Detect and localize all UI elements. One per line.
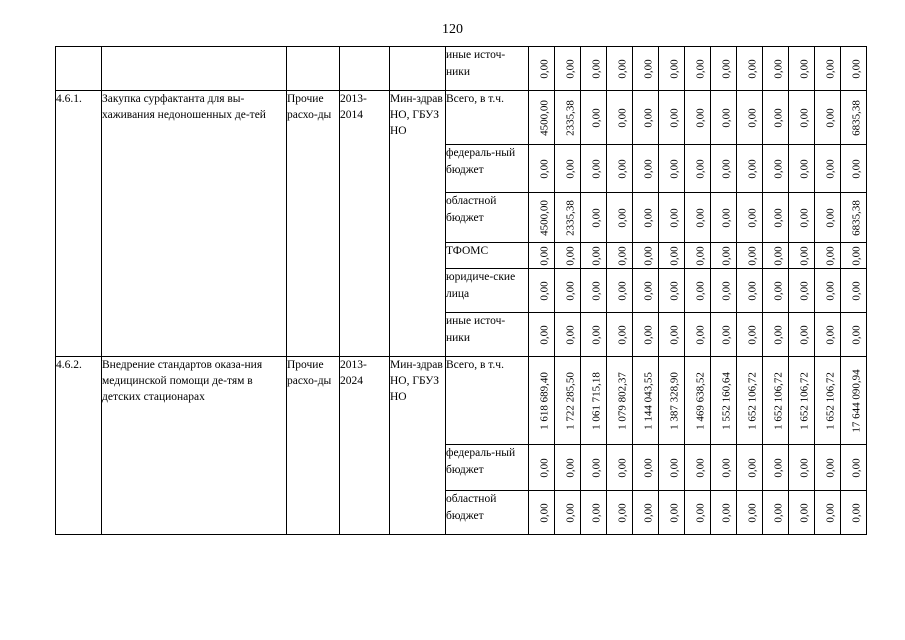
value-text: 0,00: [538, 280, 550, 301]
value-text: 0,00: [538, 502, 550, 523]
value-cell: [555, 269, 581, 313]
value-cell: [659, 193, 685, 243]
value-cell: [685, 145, 711, 193]
value-text: 0,00: [850, 324, 862, 345]
value-text: 0,00: [850, 158, 862, 179]
value-cell: [529, 193, 555, 243]
value-text: 0,00: [772, 457, 784, 478]
value-cell: [763, 243, 789, 269]
value-cell: [789, 491, 815, 535]
value-text: 0,00: [746, 58, 758, 79]
value-text: 0,00: [798, 280, 810, 301]
value-cell: [529, 491, 555, 535]
value-cell: [659, 491, 685, 535]
item-number: 4.6.1.: [56, 91, 102, 357]
value-text: 0,00: [590, 58, 602, 79]
value-cell: [711, 491, 737, 535]
value-text: 0,00: [746, 280, 758, 301]
value-cell: [555, 47, 581, 91]
value-cell: [789, 145, 815, 193]
value-cell: [737, 445, 763, 491]
value-cell: [711, 269, 737, 313]
item-name: Закупка сурфактанта для вы-хаживания недоношенных де-тей: [102, 91, 287, 357]
value-cell: [607, 491, 633, 535]
value-cell: [529, 145, 555, 193]
value-cell: [659, 145, 685, 193]
value-text: 2335,38: [564, 199, 576, 236]
value-text: 0,00: [616, 207, 628, 228]
value-cell: [841, 313, 867, 357]
value-text: 0,00: [772, 158, 784, 179]
value-text: 0,00: [746, 324, 758, 345]
value-text: 1 722 285,50: [564, 371, 576, 430]
value-cell: [763, 145, 789, 193]
page-number: 120: [442, 22, 463, 37]
value-text: 0,00: [590, 280, 602, 301]
value-cell: [685, 445, 711, 491]
value-text: 0,00: [746, 245, 758, 266]
source-cell: иные источ-ники: [446, 47, 529, 91]
funding-table: [55, 46, 867, 535]
value-text: 0,00: [616, 158, 628, 179]
value-cell: [789, 243, 815, 269]
value-cell: [763, 91, 789, 145]
value-cell: [815, 269, 841, 313]
value-cell: [763, 313, 789, 357]
value-text: 0,00: [642, 58, 654, 79]
value-text: 0,00: [538, 324, 550, 345]
value-text: 0,00: [668, 107, 680, 128]
value-text: 0,00: [720, 280, 732, 301]
value-cell: [815, 47, 841, 91]
value-cell: [659, 313, 685, 357]
value-text: 0,00: [590, 457, 602, 478]
value-cell: [633, 491, 659, 535]
item-number: 4.6.2.: [56, 357, 102, 535]
value-text: 1 652 106,72: [824, 371, 836, 430]
value-cell: [789, 91, 815, 145]
table-row: [56, 357, 867, 445]
value-cell: [685, 47, 711, 91]
value-cell: [607, 243, 633, 269]
value-cell: [581, 445, 607, 491]
value-text: 0,00: [642, 457, 654, 478]
value-cell: [529, 357, 555, 445]
value-cell: [633, 47, 659, 91]
value-cell: [633, 243, 659, 269]
value-text: 0,00: [824, 324, 836, 345]
value-text: 0,00: [720, 158, 732, 179]
source-cell: областной бюджет: [446, 193, 529, 243]
value-cell: [711, 243, 737, 269]
expense-type: Прочие расхо-ды: [287, 357, 340, 535]
value-cell: [737, 91, 763, 145]
value-cell: [815, 445, 841, 491]
value-text: 0,00: [564, 58, 576, 79]
value-cell: [607, 445, 633, 491]
value-cell: [711, 91, 737, 145]
value-text: 0,00: [642, 502, 654, 523]
value-cell: [607, 145, 633, 193]
value-cell: [841, 193, 867, 243]
value-cell: [737, 243, 763, 269]
value-text: 0,00: [772, 107, 784, 128]
value-text: 6835,38: [850, 99, 862, 136]
table-row: [56, 91, 867, 145]
value-cell: [555, 145, 581, 193]
value-text: 1 469 638,52: [694, 371, 706, 430]
value-text: 0,00: [798, 324, 810, 345]
value-text: 0,00: [746, 457, 758, 478]
value-cell: [659, 445, 685, 491]
value-cell: [763, 47, 789, 91]
value-text: 0,00: [694, 58, 706, 79]
value-text: 0,00: [616, 280, 628, 301]
value-cell: [841, 91, 867, 145]
value-text: 4500,00: [538, 99, 550, 136]
value-text: 0,00: [772, 324, 784, 345]
source-cell: Всего, в т.ч.: [446, 357, 529, 445]
value-cell: [633, 357, 659, 445]
value-text: 0,00: [668, 280, 680, 301]
value-text: 0,00: [824, 58, 836, 79]
value-text: 1 061 715,18: [590, 371, 602, 430]
source-cell: областной бюджет: [446, 491, 529, 535]
value-text: 0,00: [798, 207, 810, 228]
value-text: 1 652 106,72: [798, 371, 810, 430]
value-cell: [529, 47, 555, 91]
source-cell: федераль-ный бюджет: [446, 445, 529, 491]
value-text: 0,00: [798, 502, 810, 523]
expense-type: Прочие расхо-ды: [287, 91, 340, 357]
value-text: 0,00: [590, 502, 602, 523]
value-text: 0,00: [824, 158, 836, 179]
value-text: 2335,38: [564, 99, 576, 136]
value-text: 0,00: [798, 245, 810, 266]
value-cell: [581, 491, 607, 535]
value-cell: [555, 193, 581, 243]
value-text: 0,00: [668, 457, 680, 478]
value-text: 0,00: [798, 158, 810, 179]
value-text: 0,00: [772, 58, 784, 79]
value-cell: [815, 357, 841, 445]
value-text: 0,00: [694, 280, 706, 301]
value-text: 0,00: [564, 280, 576, 301]
value-cell: [607, 193, 633, 243]
value-text: 0,00: [564, 324, 576, 345]
period: 2013-2024: [340, 357, 390, 535]
value-text: 0,00: [590, 107, 602, 128]
value-cell: [685, 491, 711, 535]
value-cell: [529, 445, 555, 491]
value-text: 0,00: [798, 58, 810, 79]
value-cell: [789, 193, 815, 243]
value-text: 0,00: [850, 280, 862, 301]
value-text: 0,00: [824, 245, 836, 266]
value-cell: [581, 357, 607, 445]
value-text: 0,00: [590, 158, 602, 179]
value-cell: [685, 357, 711, 445]
source-cell: ТФОМС: [446, 243, 529, 269]
value-cell: [607, 47, 633, 91]
value-cell: [763, 445, 789, 491]
value-cell: [555, 357, 581, 445]
value-cell: [633, 193, 659, 243]
value-text: 0,00: [642, 107, 654, 128]
value-text: 0,00: [720, 502, 732, 523]
value-text: 0,00: [720, 245, 732, 266]
period: 2013-2014: [340, 91, 390, 357]
value-cell: [685, 269, 711, 313]
value-text: 0,00: [642, 245, 654, 266]
table-row: [56, 47, 867, 91]
value-text: 0,00: [720, 107, 732, 128]
empty-cell: [340, 47, 390, 91]
value-text: 0,00: [538, 158, 550, 179]
value-cell: [841, 47, 867, 91]
value-text: 0,00: [668, 245, 680, 266]
source-cell: федераль-ный бюджет: [446, 145, 529, 193]
value-text: 0,00: [694, 107, 706, 128]
value-cell: [581, 243, 607, 269]
empty-cell: [390, 47, 446, 91]
value-text: 0,00: [720, 207, 732, 228]
value-cell: [607, 269, 633, 313]
value-cell: [659, 269, 685, 313]
value-text: 1 144 043,55: [642, 371, 654, 430]
value-cell: [737, 357, 763, 445]
value-cell: [737, 193, 763, 243]
value-text: 0,00: [824, 280, 836, 301]
value-text: 0,00: [538, 58, 550, 79]
value-cell: [659, 357, 685, 445]
value-cell: [841, 357, 867, 445]
value-cell: [711, 357, 737, 445]
value-text: 6835,38: [850, 199, 862, 236]
value-cell: [737, 491, 763, 535]
value-cell: [607, 313, 633, 357]
value-text: 0,00: [746, 207, 758, 228]
value-text: 1 652 106,72: [772, 371, 784, 430]
empty-cell: [102, 47, 287, 91]
value-cell: [737, 145, 763, 193]
empty-cell: [287, 47, 340, 91]
value-text: 0,00: [824, 457, 836, 478]
value-cell: [841, 491, 867, 535]
value-text: 0,00: [694, 324, 706, 345]
value-text: 0,00: [746, 158, 758, 179]
value-text: 0,00: [694, 502, 706, 523]
value-cell: [815, 491, 841, 535]
value-cell: [529, 269, 555, 313]
value-cell: [737, 313, 763, 357]
value-text: 0,00: [798, 457, 810, 478]
value-cell: [555, 243, 581, 269]
value-text: 1 652 106,72: [746, 371, 758, 430]
value-text: 0,00: [564, 158, 576, 179]
value-text: 4500,00: [538, 199, 550, 236]
value-cell: [555, 445, 581, 491]
value-text: 0,00: [668, 207, 680, 228]
value-text: 0,00: [642, 280, 654, 301]
value-text: 0,00: [616, 58, 628, 79]
value-text: 0,00: [772, 280, 784, 301]
value-text: 0,00: [538, 245, 550, 266]
value-cell: [607, 91, 633, 145]
value-text: 0,00: [642, 158, 654, 179]
value-cell: [607, 357, 633, 445]
value-text: 0,00: [824, 502, 836, 523]
value-cell: [841, 269, 867, 313]
value-cell: [659, 47, 685, 91]
value-cell: [763, 357, 789, 445]
value-cell: [633, 445, 659, 491]
value-text: 0,00: [850, 58, 862, 79]
value-cell: [815, 145, 841, 193]
value-cell: [529, 313, 555, 357]
value-text: 17 644 090,94: [850, 368, 862, 433]
value-cell: [581, 269, 607, 313]
value-text: 0,00: [642, 324, 654, 345]
source-cell: иные источ-ники: [446, 313, 529, 357]
source-cell: юридиче-ские лица: [446, 269, 529, 313]
value-cell: [815, 91, 841, 145]
value-cell: [815, 193, 841, 243]
value-cell: [763, 193, 789, 243]
value-text: 0,00: [746, 107, 758, 128]
value-cell: [633, 91, 659, 145]
value-text: 0,00: [824, 207, 836, 228]
value-text: 0,00: [720, 58, 732, 79]
value-text: 0,00: [772, 502, 784, 523]
value-cell: [763, 269, 789, 313]
value-cell: [841, 445, 867, 491]
value-cell: [633, 269, 659, 313]
value-cell: [711, 313, 737, 357]
value-text: 0,00: [850, 502, 862, 523]
value-text: 0,00: [694, 207, 706, 228]
value-text: 0,00: [668, 158, 680, 179]
value-cell: [633, 313, 659, 357]
value-text: 0,00: [720, 324, 732, 345]
empty-cell: [56, 47, 102, 91]
value-cell: [711, 445, 737, 491]
value-cell: [737, 47, 763, 91]
value-text: 1 079 802,37: [616, 371, 628, 430]
value-cell: [581, 91, 607, 145]
value-text: 0,00: [694, 245, 706, 266]
value-text: 0,00: [668, 58, 680, 79]
value-cell: [581, 145, 607, 193]
value-cell: [685, 313, 711, 357]
value-text: 0,00: [720, 457, 732, 478]
value-text: 0,00: [590, 324, 602, 345]
value-cell: [711, 47, 737, 91]
value-text: 0,00: [668, 502, 680, 523]
value-cell: [789, 445, 815, 491]
value-text: 0,00: [824, 107, 836, 128]
value-cell: [529, 91, 555, 145]
value-cell: [789, 47, 815, 91]
value-cell: [763, 491, 789, 535]
value-cell: [815, 313, 841, 357]
value-text: 0,00: [772, 207, 784, 228]
executor: Мин-здрав НО, ГБУЗ НО: [390, 357, 446, 535]
source-cell: Всего, в т.ч.: [446, 91, 529, 145]
value-cell: [789, 357, 815, 445]
value-text: 0,00: [668, 324, 680, 345]
value-cell: [659, 91, 685, 145]
value-cell: [841, 243, 867, 269]
value-text: 0,00: [694, 457, 706, 478]
value-cell: [581, 193, 607, 243]
value-text: 0,00: [564, 502, 576, 523]
value-cell: [789, 313, 815, 357]
value-text: 0,00: [850, 457, 862, 478]
value-cell: [711, 193, 737, 243]
value-cell: [711, 145, 737, 193]
value-cell: [555, 91, 581, 145]
value-cell: [659, 243, 685, 269]
value-cell: [555, 491, 581, 535]
value-cell: [789, 269, 815, 313]
value-text: 0,00: [798, 107, 810, 128]
value-text: 0,00: [616, 457, 628, 478]
value-cell: [737, 269, 763, 313]
value-text: 0,00: [590, 207, 602, 228]
value-text: 1 618 689,40: [538, 371, 550, 430]
value-text: 0,00: [564, 245, 576, 266]
value-text: 0,00: [590, 245, 602, 266]
value-text: 0,00: [616, 107, 628, 128]
value-cell: [815, 243, 841, 269]
value-text: 0,00: [616, 245, 628, 266]
value-text: 1 552 160,64: [720, 371, 732, 430]
item-name: Внедрение стандартов оказа-ния медицинской помощи де-тям в детских стационарах: [102, 357, 287, 535]
value-cell: [555, 313, 581, 357]
value-cell: [841, 145, 867, 193]
executor: Мин-здрав НО, ГБУЗ НО: [390, 91, 446, 357]
value-cell: [581, 313, 607, 357]
value-cell: [685, 91, 711, 145]
value-text: 0,00: [564, 457, 576, 478]
value-text: 0,00: [616, 324, 628, 345]
value-text: 0,00: [850, 245, 862, 266]
value-text: 0,00: [746, 502, 758, 523]
value-text: 0,00: [616, 502, 628, 523]
value-cell: [529, 243, 555, 269]
value-cell: [633, 145, 659, 193]
value-cell: [685, 243, 711, 269]
value-cell: [685, 193, 711, 243]
value-text: 0,00: [694, 158, 706, 179]
value-text: 0,00: [772, 245, 784, 266]
value-cell: [581, 47, 607, 91]
value-text: 0,00: [538, 457, 550, 478]
value-text: 1 387 328,90: [668, 371, 680, 430]
value-text: 0,00: [642, 207, 654, 228]
